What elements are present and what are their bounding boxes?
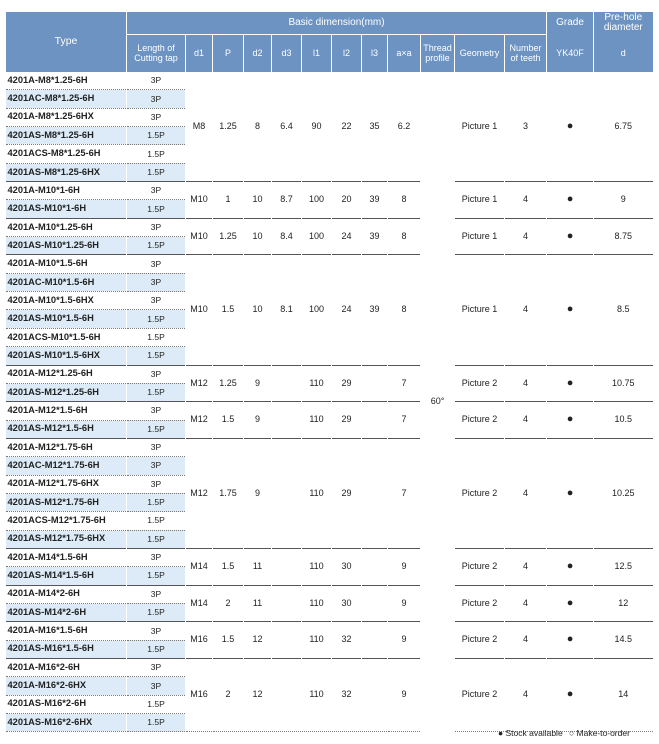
cell-type: 4201A-M8*1.25-6HX	[6, 108, 127, 126]
cell-axa: 9	[388, 659, 421, 732]
header-thread-profile: Thread profile	[421, 35, 455, 73]
cell-l1: 90	[302, 72, 332, 182]
cell-l3: 39	[362, 182, 388, 219]
cell-d1: M16	[186, 622, 213, 659]
cell-l2: 22	[332, 72, 362, 182]
cell-p: 1.25	[213, 72, 244, 182]
cell-d1: M10	[186, 218, 213, 255]
cell-type: 4201AS-M12*1.75-6H	[6, 493, 127, 511]
stock-dot-icon: ●	[547, 182, 594, 219]
table-row	[6, 255, 653, 273]
cell-geometry: Picture 2	[455, 622, 505, 659]
cell-axa: 8	[388, 182, 421, 219]
cell-type: 4201A-M10*1.5-6HX	[6, 292, 127, 310]
cell-d2: 12	[244, 622, 272, 659]
cell-d: 12.5	[594, 548, 653, 585]
header-d2: d2	[244, 35, 272, 73]
stock-dot-icon: ●	[547, 438, 594, 548]
table-body	[6, 72, 653, 732]
table-row	[6, 438, 653, 456]
cell-type: 4201A-M12*1.5-6H	[6, 402, 127, 420]
cell-l3	[362, 659, 388, 732]
cell-length: 3P	[127, 659, 186, 677]
cell-d3	[272, 659, 302, 732]
cell-type: 4201ACS-M10*1.5-6H	[6, 328, 127, 346]
cell-teeth: 4	[505, 365, 547, 402]
cell-p: 1.5	[213, 255, 244, 365]
cell-d: 10.5	[594, 402, 653, 439]
cell-d3	[272, 438, 302, 548]
cell-teeth: 4	[505, 402, 547, 439]
cell-type: 4201AS-M10*1.5-6H	[6, 310, 127, 328]
cell-type: 4201AS-M10*1.25-6H	[6, 237, 127, 255]
cell-d1: M8	[186, 72, 213, 182]
cell-type: 4201AC-M8*1.25-6H	[6, 90, 127, 108]
header-l1: l1	[302, 35, 332, 73]
header-l2: l2	[332, 35, 362, 73]
cell-d1: M10	[186, 182, 213, 219]
cell-axa: 8	[388, 255, 421, 365]
cell-length: 1.5P	[127, 163, 186, 181]
cell-teeth: 4	[505, 622, 547, 659]
cell-l1: 100	[302, 182, 332, 219]
cell-d3	[272, 622, 302, 659]
stock-dot-icon: ●	[547, 402, 594, 439]
cell-geometry: Picture 1	[455, 255, 505, 365]
cell-l3	[362, 438, 388, 548]
cell-type: 4201A-M12*1.75-6HX	[6, 475, 127, 493]
cell-l3	[362, 585, 388, 622]
cell-d2: 10	[244, 182, 272, 219]
cell-d1: M12	[186, 402, 213, 439]
cell-axa: 8	[388, 218, 421, 255]
cell-axa: 7	[388, 438, 421, 548]
cell-length: 1.5P	[127, 714, 186, 732]
cell-p: 1.25	[213, 218, 244, 255]
cell-d1: M10	[186, 255, 213, 365]
cell-teeth: 4	[505, 255, 547, 365]
cell-axa: 9	[388, 622, 421, 659]
cell-length: 3P	[127, 292, 186, 310]
cell-length: 3P	[127, 108, 186, 126]
cell-d2: 9	[244, 402, 272, 439]
stock-dot-icon: ●	[547, 365, 594, 402]
table-header	[6, 12, 653, 72]
cell-type: 4201AS-M16*1.5-6H	[6, 640, 127, 658]
cell-length: 3P	[127, 273, 186, 291]
cell-l2: 29	[332, 365, 362, 402]
cell-d1: M14	[186, 585, 213, 622]
cell-l3: 35	[362, 72, 388, 182]
cell-teeth: 4	[505, 438, 547, 548]
cell-l1: 100	[302, 255, 332, 365]
cell-l1: 110	[302, 438, 332, 548]
cell-l3	[362, 365, 388, 402]
cell-d: 12	[594, 585, 653, 622]
cell-geometry: Picture 2	[455, 548, 505, 585]
cell-geometry: Picture 1	[455, 218, 505, 255]
header-d1: d1	[186, 35, 213, 73]
cell-length: 3P	[127, 218, 186, 236]
cell-d3	[272, 585, 302, 622]
cell-p: 1.5	[213, 548, 244, 585]
cell-d: 8.75	[594, 218, 653, 255]
cell-d: 10.75	[594, 365, 653, 402]
cell-length: 1.5P	[127, 127, 186, 145]
cell-type: 4201A-M10*1-6H	[6, 182, 127, 200]
legend-stock: ● Stock available	[498, 728, 563, 738]
cell-l2: 24	[332, 218, 362, 255]
cell-type: 4201AS-M16*2-6H	[6, 695, 127, 713]
header-number-of-teeth: Number of teeth	[505, 35, 547, 73]
cell-l3	[362, 622, 388, 659]
cell-teeth: 4	[505, 182, 547, 219]
cell-teeth: 4	[505, 548, 547, 585]
cell-geometry: Picture 2	[455, 438, 505, 548]
cell-thread-profile: 60°	[421, 72, 455, 732]
cell-type: 4201ACS-M12*1.75-6H	[6, 512, 127, 530]
table-row	[6, 72, 653, 90]
table-row	[6, 182, 653, 200]
stock-dot-icon: ●	[547, 548, 594, 585]
cell-teeth: 4	[505, 218, 547, 255]
table-row	[6, 365, 653, 383]
cell-length: 1.5P	[127, 493, 186, 511]
cell-type: 4201AS-M12*1.5-6H	[6, 420, 127, 438]
cell-length: 3P	[127, 475, 186, 493]
cell-length: 3P	[127, 438, 186, 456]
cell-d3: 8.1	[272, 255, 302, 365]
cell-teeth: 4	[505, 585, 547, 622]
cell-type: 4201A-M8*1.25-6H	[6, 72, 127, 90]
cell-length: 1.5P	[127, 530, 186, 548]
header-d3: d3	[272, 35, 302, 73]
header-d: d	[594, 35, 653, 73]
cell-d1: M16	[186, 659, 213, 732]
cell-d3: 8.4	[272, 218, 302, 255]
cell-p: 2	[213, 659, 244, 732]
cell-l1: 110	[302, 402, 332, 439]
cell-length: 1.5P	[127, 567, 186, 585]
cell-d1: M14	[186, 548, 213, 585]
cell-d: 9	[594, 182, 653, 219]
cell-d2: 11	[244, 548, 272, 585]
cell-type: 4201AS-M14*1.5-6H	[6, 567, 127, 585]
cell-type: 4201A-M10*1.5-6H	[6, 255, 127, 273]
cell-length: 3P	[127, 365, 186, 383]
header-axa: a×a	[388, 35, 421, 73]
cell-d1: M12	[186, 365, 213, 402]
cell-length: 1.5P	[127, 603, 186, 621]
cell-type: 4201AC-M10*1.5-6H	[6, 273, 127, 291]
cell-geometry: Picture 2	[455, 659, 505, 732]
cell-l2: 32	[332, 622, 362, 659]
cell-l2: 30	[332, 585, 362, 622]
cell-type: 4201AS-M12*1.25-6H	[6, 383, 127, 401]
cell-length: 1.5P	[127, 695, 186, 713]
cell-geometry: Picture 1	[455, 72, 505, 182]
cell-geometry: Picture 2	[455, 585, 505, 622]
cell-d3	[272, 402, 302, 439]
cell-d2: 10	[244, 255, 272, 365]
cell-length: 1.5P	[127, 200, 186, 218]
stock-dot-icon: ●	[547, 72, 594, 182]
cell-p: 1	[213, 182, 244, 219]
cell-axa: 9	[388, 548, 421, 585]
cell-d2: 9	[244, 438, 272, 548]
cell-length: 1.5P	[127, 145, 186, 163]
tap-spec-table	[5, 12, 653, 732]
cell-length: 3P	[127, 402, 186, 420]
cell-length: 1.5P	[127, 383, 186, 401]
cell-length: 1.5P	[127, 640, 186, 658]
cell-d3: 8.7	[272, 182, 302, 219]
cell-type: 4201A-M16*2-6H	[6, 659, 127, 677]
cell-type: 4201AS-M16*2-6HX	[6, 714, 127, 732]
stock-dot-icon: ●	[547, 218, 594, 255]
cell-type: 4201AC-M12*1.75-6H	[6, 457, 127, 475]
cell-l1: 110	[302, 585, 332, 622]
cell-type: 4201A-M10*1.25-6H	[6, 218, 127, 236]
cell-length: 1.5P	[127, 347, 186, 365]
cell-l2: 29	[332, 438, 362, 548]
cell-d2: 9	[244, 365, 272, 402]
header-yk40f: YK40F	[547, 35, 594, 73]
cell-p: 1.25	[213, 365, 244, 402]
cell-type: 4201AS-M12*1.75-6HX	[6, 530, 127, 548]
cell-type: 4201A-M16*1.5-6H	[6, 622, 127, 640]
cell-l3: 39	[362, 218, 388, 255]
cell-d3	[272, 548, 302, 585]
cell-l2: 30	[332, 548, 362, 585]
cell-type: 4201A-M14*1.5-6H	[6, 548, 127, 566]
cell-d: 6.75	[594, 72, 653, 182]
table-row	[6, 585, 653, 603]
cell-p: 1.5	[213, 622, 244, 659]
stock-dot-icon: ●	[547, 585, 594, 622]
header-prehole: Pre-hole diameter	[594, 12, 653, 35]
cell-length: 1.5P	[127, 237, 186, 255]
table-row	[6, 218, 653, 236]
cell-length: 1.5P	[127, 512, 186, 530]
cell-p: 2	[213, 585, 244, 622]
cell-length: 3P	[127, 72, 186, 90]
cell-d3: 6.4	[272, 72, 302, 182]
cell-l2: 32	[332, 659, 362, 732]
cell-p: 1.75	[213, 438, 244, 548]
cell-type: 4201A-M16*2-6HX	[6, 677, 127, 695]
cell-l1: 100	[302, 218, 332, 255]
cell-axa: 6.2	[388, 72, 421, 182]
table-row	[6, 622, 653, 640]
header-type: Type	[6, 12, 127, 72]
cell-l2: 24	[332, 255, 362, 365]
cell-geometry: Picture 1	[455, 182, 505, 219]
cell-type: 4201AS-M10*1-6H	[6, 200, 127, 218]
cell-l1: 110	[302, 548, 332, 585]
cell-axa: 7	[388, 365, 421, 402]
cell-axa: 9	[388, 585, 421, 622]
cell-length: 3P	[127, 255, 186, 273]
cell-d2: 10	[244, 218, 272, 255]
cell-length: 3P	[127, 90, 186, 108]
cell-l1: 110	[302, 622, 332, 659]
cell-l3: 39	[362, 255, 388, 365]
cell-type: 4201A-M14*2-6H	[6, 585, 127, 603]
cell-l1: 110	[302, 365, 332, 402]
cell-length: 3P	[127, 182, 186, 200]
table-row	[6, 659, 653, 677]
header-l3: l3	[362, 35, 388, 73]
cell-length: 3P	[127, 585, 186, 603]
cell-d: 8.5	[594, 255, 653, 365]
legend-order: ○ Make-to-order	[569, 728, 630, 738]
cell-d1: M12	[186, 438, 213, 548]
cell-length: 1.5P	[127, 310, 186, 328]
cell-d: 10.25	[594, 438, 653, 548]
cell-l3	[362, 402, 388, 439]
cell-length: 1.5P	[127, 328, 186, 346]
cell-d3	[272, 365, 302, 402]
cell-type: 4201AS-M14*2-6H	[6, 603, 127, 621]
legend	[494, 728, 630, 738]
cell-length: 3P	[127, 622, 186, 640]
header-basic-dimension: Basic dimension(mm)	[127, 12, 547, 35]
cell-teeth: 3	[505, 72, 547, 182]
header-geometry: Geometry	[455, 35, 505, 73]
stock-dot-icon: ●	[547, 659, 594, 732]
cell-type: 4201AS-M10*1.5-6HX	[6, 347, 127, 365]
cell-type: 4201A-M12*1.75-6H	[6, 438, 127, 456]
cell-length: 1.5P	[127, 420, 186, 438]
cell-geometry: Picture 2	[455, 365, 505, 402]
stock-dot-icon: ●	[547, 255, 594, 365]
cell-type: 4201AS-M8*1.25-6H	[6, 127, 127, 145]
table-row	[6, 402, 653, 420]
header-grade: Grade	[547, 12, 594, 35]
cell-teeth: 4	[505, 659, 547, 732]
cell-length: 3P	[127, 457, 186, 475]
cell-d2: 12	[244, 659, 272, 732]
table-row	[6, 548, 653, 566]
cell-d: 14.5	[594, 622, 653, 659]
cell-l2: 20	[332, 182, 362, 219]
cell-p: 1.5	[213, 402, 244, 439]
cell-l1: 110	[302, 659, 332, 732]
cell-d2: 11	[244, 585, 272, 622]
cell-d2: 8	[244, 72, 272, 182]
cell-length: 3P	[127, 548, 186, 566]
cell-l3	[362, 548, 388, 585]
cell-type: 4201ACS-M8*1.25-6H	[6, 145, 127, 163]
cell-l2: 29	[332, 402, 362, 439]
header-length: Length of Cutting tap	[127, 35, 186, 73]
cell-type: 4201A-M12*1.25-6H	[6, 365, 127, 383]
header-p: P	[213, 35, 244, 73]
cell-axa: 7	[388, 402, 421, 439]
cell-d: 14	[594, 659, 653, 732]
cell-geometry: Picture 2	[455, 402, 505, 439]
cell-length: 3P	[127, 677, 186, 695]
cell-type: 4201AS-M8*1.25-6HX	[6, 163, 127, 181]
stock-dot-icon: ●	[547, 622, 594, 659]
